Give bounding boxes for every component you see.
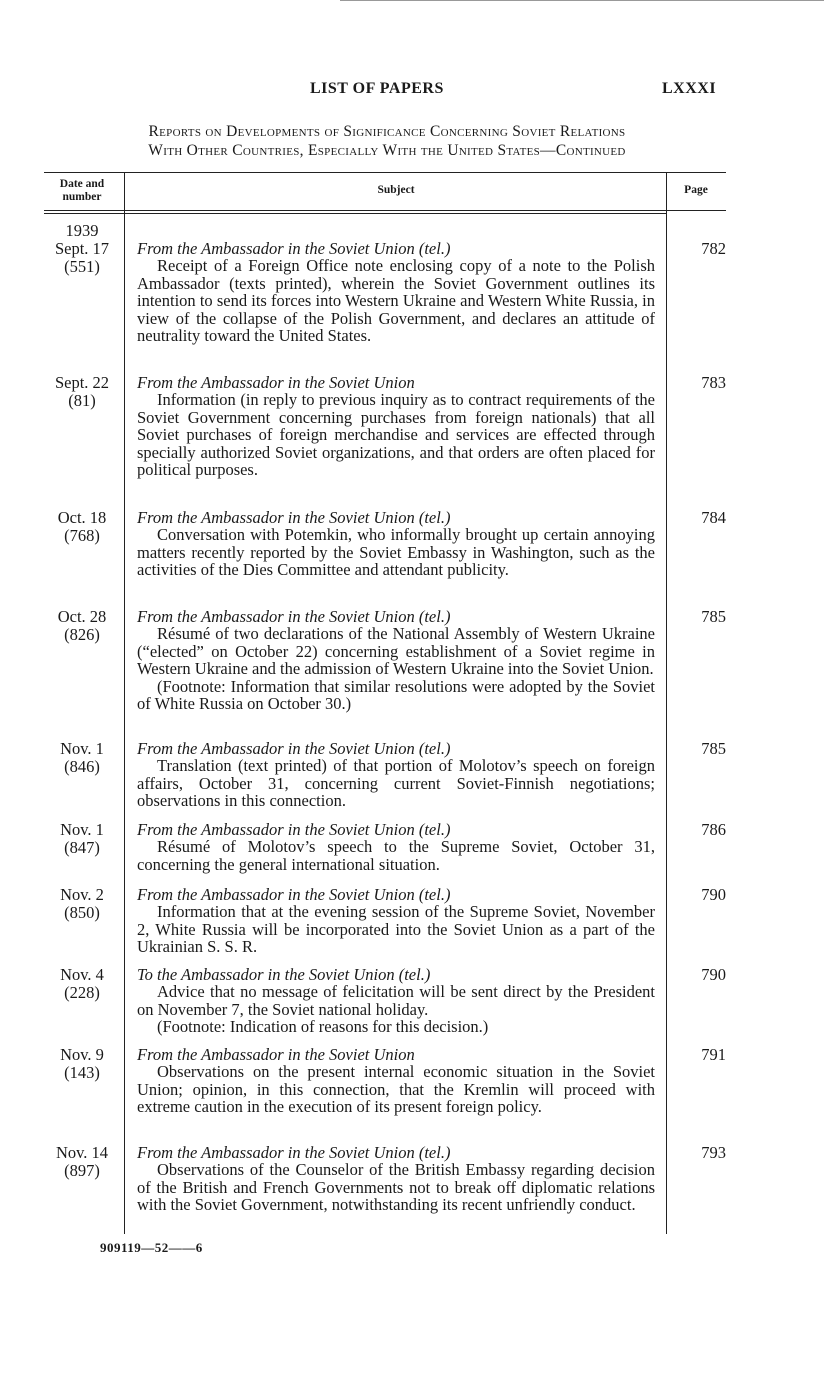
page-number-roman: LXXXI — [662, 80, 717, 97]
entry-text: Information that at the evening session of the Supreme Soviet, November 2, White Russia will be incorporated into the Soviet Union as a part of the Ukrainian S. S. R. — [137, 902, 655, 957]
section-title — [46, 122, 728, 160]
entry-date — [44, 966, 120, 1002]
entry-date-text: Oct. 18 — [57, 508, 107, 527]
entry-date-text: Nov. 1 — [60, 820, 104, 839]
page-title: LIST OF PAPERS — [310, 80, 444, 97]
entry-page: 786 — [701, 820, 726, 839]
column-header-date — [44, 178, 120, 204]
entry-number: (897) — [64, 1161, 100, 1180]
entry-date — [44, 222, 120, 276]
entry-subject — [137, 608, 655, 712]
entry-page: 784 — [701, 508, 726, 527]
entry-number: (228) — [64, 983, 100, 1002]
entry-date-text: Nov. 1 — [60, 739, 104, 758]
entry-source: From the Ambassador in the Soviet Union — [137, 1045, 415, 1064]
entry-subject — [137, 1144, 655, 1214]
entry-date-text: Nov. 9 — [60, 1045, 104, 1064]
entry-page: 783 — [701, 373, 726, 392]
entry-source: From the Ambassador in the Soviet Union (tel.) — [137, 1143, 451, 1162]
entry-source: From the Ambassador in the Soviet Union (tel.) — [137, 820, 451, 839]
entry-subject — [137, 240, 655, 344]
entry-date — [44, 608, 120, 644]
entry-page: 785 — [701, 739, 726, 758]
entry-source: From the Ambassador in the Soviet Union (tel.) — [137, 508, 451, 527]
entry-page: 790 — [701, 965, 726, 984]
entry-subject — [137, 740, 655, 810]
entry-text: Advice that no message of felicitation will be sent direct by the President on November 7, the Soviet national holiday. — [137, 982, 655, 1019]
entry-text: Conversation with Potemkin, who informally brought up certain annoying matters recently reported by the Soviet Embassy in Washington, such as the activities of the Dies Committee and attendant publicity. — [137, 525, 655, 580]
entry-number: (846) — [64, 757, 100, 776]
page-column-divider — [666, 172, 667, 1234]
entry-source: From the Ambassador in the Soviet Union (tel.) — [137, 739, 451, 758]
entry-number: (551) — [64, 257, 100, 276]
entry-number: (768) — [64, 526, 100, 545]
column-header-page: Page — [684, 184, 708, 196]
entry-text: Observations on the present internal economic situation in the Soviet Union; opinion, in this connection, that the Kremlin will proceed with extreme caution in the execution of its present foreign policy. — [137, 1062, 655, 1117]
entry-source: To the Ambassador in the Soviet Union (tel.) — [137, 965, 431, 984]
entry-page: 791 — [701, 1045, 726, 1064]
entry-date-text: Oct. 28 — [57, 607, 107, 626]
entry-source: From the Ambassador in the Soviet Union (tel.) — [137, 885, 451, 904]
entry-text: Résumé of Molotov’s speech to the Supreme Soviet, October 31, concerning the general international situation. — [137, 837, 655, 874]
entry-date-text: Sept. 22 — [54, 373, 110, 392]
entry-date-text: Sept. 17 — [54, 239, 110, 258]
entry-date-text: Nov. 14 — [55, 1143, 109, 1162]
entry-subject — [137, 886, 655, 956]
entry-subject — [137, 821, 655, 873]
entry-source: From the Ambassador in the Soviet Union (tel.) — [137, 239, 451, 258]
entry-source: From the Ambassador in the Soviet Union (tel.) — [137, 607, 451, 626]
date-column-divider — [124, 172, 125, 1234]
entry-number: (143) — [64, 1063, 100, 1082]
entry-page: 790 — [701, 885, 726, 904]
entry-text: Information (in reply to previous inquiry as to contract requirements of the Soviet Government concerning purchases from foreign nationals) that all Soviet purchases of foreign merchandise and services are effected through specially authorized Soviet organizations, and that orders are often placed for political purposes. — [137, 390, 655, 480]
entry-subject — [137, 966, 655, 1036]
entry-subject — [137, 374, 655, 478]
header-bottom-rule — [44, 210, 726, 211]
entry-text: Résumé of two declarations of the National Assembly of Western Ukraine (“elected” on October 22) concerning establishment of a Soviet regime in Western Ukraine and the admission of Western Ukraine into the Soviet Union. — [137, 624, 655, 679]
running-head — [0, 80, 824, 102]
entry-date — [44, 740, 120, 776]
table-top-rule — [44, 172, 726, 173]
entry-footnote: (Footnote: Information that similar resolutions were adopted by the Soviet of White Russia on October 30.) — [137, 676, 655, 714]
entry-date — [44, 886, 120, 922]
entry-page: 782 — [701, 239, 726, 258]
entry-footnote: (Footnote: Indication of reasons for this decision.) — [157, 1017, 489, 1037]
top-rule — [340, 0, 824, 1]
entry-source: From the Ambassador in the Soviet Union — [137, 373, 415, 392]
column-header-subject: Subject — [377, 184, 415, 196]
entry-page: 793 — [701, 1143, 726, 1162]
entry-text: Observations of the Counselor of the British Embassy regarding decision of the British and French Governments not to break off diplomatic relations with the Soviet Government, notwithstanding its recent unfriendly conduct. — [137, 1160, 655, 1215]
entry-date-text: Nov. 2 — [60, 885, 104, 904]
section-title-line-1: Reports on Developments of Significance Concerning Soviet Relations — [148, 123, 626, 140]
entry-number: (826) — [64, 625, 100, 644]
entry-page: 785 — [701, 607, 726, 626]
entry-subject — [137, 1046, 655, 1116]
entry-date — [44, 509, 120, 545]
entry-number: (81) — [68, 391, 96, 410]
header-bottom-rule-double — [44, 213, 666, 214]
print-code: 909119—52——6 — [100, 1240, 203, 1255]
entry-date — [44, 1046, 120, 1082]
entry-text: Receipt of a Foreign Office note enclosing copy of a note to the Polish Ambassador (texts printed), wherein the Soviet Government outlines its intention to send its forces into Western Ukraine and Western White Russia, in view of the collapse of the Polish Government, and declares an attitude of neutrality toward the United States. — [137, 256, 655, 346]
entry-subject — [137, 509, 655, 579]
entry-date — [44, 821, 120, 857]
column-header-date-line-1: Date and — [59, 178, 105, 190]
entry-date — [44, 1144, 120, 1180]
entry-date-text: Nov. 4 — [60, 965, 104, 984]
entry-year: 1939 — [65, 221, 99, 240]
column-header-date-line-2: number — [62, 191, 102, 203]
section-title-line-2: With Other Countries, Especially With the United States—Continued — [148, 142, 626, 159]
entry-number: (850) — [64, 903, 100, 922]
entry-text: Translation (text printed) of that portion of Molotov’s speech on foreign affairs, October 31, concerning current Soviet-Finnish negotiations; observations in this connection. — [137, 756, 655, 811]
entry-number: (847) — [64, 838, 100, 857]
entry-date — [44, 374, 120, 410]
